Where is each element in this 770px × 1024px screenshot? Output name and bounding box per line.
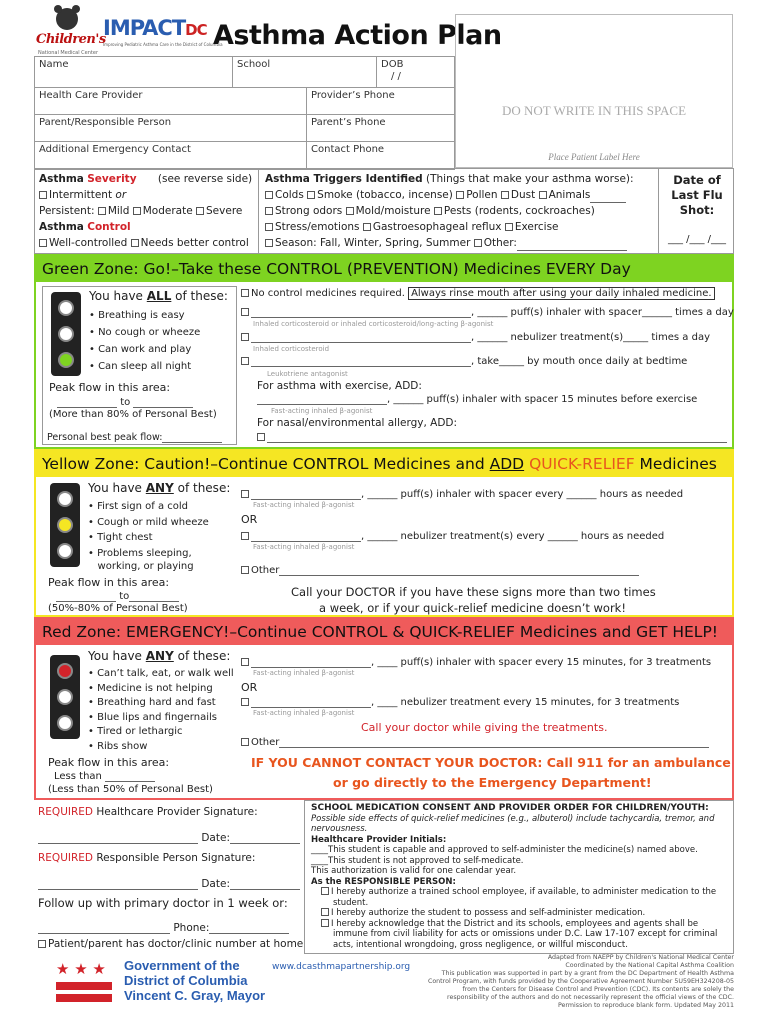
page-title: Asthma Action Plan [213,20,502,51]
dc-flag-icon: ★ ★ ★ [56,960,112,1002]
green-zone-title: Green Zone: Go!–Take these CONTROL (PREVENTION) Medicines EVERY Day [36,256,732,282]
traffic-light-icon [51,292,81,376]
flu-shot-block: Date of Last Flu Shot: ___ /___ /___ [661,169,733,253]
pollen-checkbox[interactable] [456,191,464,199]
school-field[interactable]: School [233,57,377,87]
clinic-number-checkbox[interactable] [38,940,46,948]
yellow-zone: Yellow Zone: Caution!–Continue CONTROL Medicines and ADD QUICK-RELIEF Medicines You have ANY of these: • First sign of a cold • Cough or mild wheeze • Tight chest • Problems sleeping, working, or playing Peak flow in this area: to (50%-80% of Personal Best) , ______ puff(s) inhaler with spacer every ______ hours as needed Fast-acting inhaled β-agonist OR , ______ nebulizer treatment(s) every ______ hours as needed Fast-acting inhaled β-agonist Other Call your DOCTOR if you have these signs more than two times a week, or if your quick-relief medicine doesn’t work! [34,449,734,617]
emergency-contact-field[interactable]: Additional Emergency Contact [35,142,307,169]
dob-field[interactable]: DOB / / [381,59,404,82]
season-checkbox[interactable] [265,239,273,247]
consent-box: SCHOOL MEDICATION CONSENT AND PROVIDER ORDER FOR CHILDREN/YOUTH: Possible side effects of quick-relief medicines (e.g., albuterol) include tachycardia, tremor, and nervousness. Healthcare Provider Initials: ____This student is capable and approved to self-administer the medicine(s) named above. ____This student is not approved to self-medicate. This authorization is valid for one calendar year. As the RESPONSIBLE PERSON: I hereby authorize a trained school employee, if available, to administer medication to the student. I hereby authorize the student to possess and self-administer medication. I hereby acknowledge that the District and its schools, employees and agents shall be immune from civil liability for acts or omissions under D.C. Law 17-107 except for criminal acts, intentional wrongdoing, gross negligence, or willful misconduct. [304,800,734,954]
needs-better-checkbox[interactable] [131,239,139,247]
dust-checkbox[interactable] [501,191,509,199]
well-controlled-checkbox[interactable] [39,239,47,247]
gov-name: Government of the District of Columbia Vincent C. Gray, Mayor [124,958,266,1003]
parent-field[interactable]: Parent/Responsible Person [35,115,307,141]
animals-checkbox[interactable] [539,191,547,199]
mold-checkbox[interactable] [346,207,354,215]
mild-checkbox[interactable] [98,207,106,215]
green-zone: Green Zone: Go!–Take these CONTROL (PREVENTION) Medicines EVERY Day You have ALL of these: • Breathing is easy • No cough or wheeze • Can work and play • Can sleep all night Peak flow in this area: to (More than 80% of Personal Best) Personal best peak flow: No control medicines required. Always rinse mouth after using your daily inhaled medicine. , ______ puff(s) inhaler with spacer______ times a day Inhaled corticosteroid or inhaled corticosteroid/long-acting β-agonist , ______ nebulizer treatment(s)_____ times a day Inhaled corticosteroid , take_____ by mouth once daily at bedtime Leukotriene antagonist For asthma with exercise, ADD: , ______ puff(s) inhaler with spacer 15 minutes before exercise Fast-acting inhaled β-agonist For nasal/environmental allergy, ADD: [34,254,734,449]
provider-field[interactable]: Health Care Provider [35,88,307,114]
severity-triggers-section [34,168,734,254]
no-control-checkbox[interactable] [241,289,249,297]
patient-label-area: DO NOT WRITE IN THIS SPACE Place Patient Label Here [455,14,733,168]
impact-subtitle: Improving Pediatric Asthma Care in the District of Columbia [103,42,223,47]
site-link[interactable]: www.dcasthmapartnership.org [272,962,411,972]
credit-text: Adapted from NAEPP by Children's National Medical Center Coordinated by the National Capital Asthma Coalition This publication was supported in part by a grant from the DC Department of Health Asthma Control Program, with funds provided by the Cooperative Agreement Number 5U59EH324208-05 from the Centers for Disease Control and Prevention (CDC). Its contents are solely the responsibility of the authors and do not necessarily represent the official views of the CDC. Permission to reproduce blank form. Updated May 2011 [427,954,734,1009]
parent-phone-field[interactable]: Parent’s Phone [311,117,386,128]
traffic-light-icon [50,483,80,567]
odors-checkbox[interactable] [265,207,273,215]
severe-checkbox[interactable] [196,207,204,215]
intermittent-checkbox[interactable] [39,191,47,199]
colds-checkbox[interactable] [265,191,273,199]
stress-checkbox[interactable] [265,223,273,231]
moderate-checkbox[interactable] [133,207,141,215]
red-symptoms: You have ANY of these: • Can’t talk, eat, or walk well • Medicine is not helping • Breathing hard and fast • Blue lips and fingernails • Tired or lethargic • Ribs show Peak flow in this area: Less than (Less than 50% of Personal Best) [48,649,234,795]
green-symptoms: You have ALL of these: • Breathing is easy • No cough or wheeze • Can work and play • Can sleep all night Peak flow in this area: to (More than 80% of Personal Best) Personal best peak flow: [42,286,237,445]
flu-date-field[interactable]: ___ /___ /___ [667,234,727,245]
other-trigger-checkbox[interactable] [474,239,482,247]
patient-info-table [34,56,455,170]
yellow-symptoms: You have ANY of these: • First sign of a cold • Cough or mild wheeze • Tight chest • Problems sleeping, working, or playing Peak flow in this area: to (50%-80% of Personal Best) [48,481,231,614]
pests-checkbox[interactable] [434,207,442,215]
reflux-checkbox[interactable] [363,223,371,231]
org-name: Children's [36,32,106,47]
red-zone: Red Zone: EMERGENCY!–Continue CONTROL & QUICK-RELIEF Medicines and GET HELP! You have ANY of these: • Can’t talk, eat, or walk well • Medicine is not helping • Breathing hard and fast • Blue lips and fingernails • Tired or lethargic • Ribs show Peak flow in this area: Less than (Less than 50% of Personal Best) , ____ puff(s) inhaler with spacer every 15 minutes, for 3 treatments Fast-acting inhaled β-agonist OR , ____ nebulizer treatment every 15 minutes, for 3 treatments Fast-acting inhaled β-agonist Call your doctor while giving the treatments. Other IF YOU CANNOT CONTACT YOUR DOCTOR: Call 911 for an ambulance or go directly to the Emergency Department! [34,617,734,800]
triggers-block: Asthma Triggers Identified (Things that make your asthma worse): Colds Smoke (tobacco, incense) Pollen Dust Animals Strong odors Mold/moisture Pests (rodents, cockroaches) Stress/emotions Gastroesophageal reflux Exercise Season: Fall, Winter, Spring, Summer Other: [261,169,659,253]
smoke-checkbox[interactable] [307,191,315,199]
yellow-zone-title: Yellow Zone: Caution!–Continue CONTROL Medicines and ADD QUICK-RELIEF Medicines [36,451,732,477]
impact-logo: IMPACTDC [103,16,207,40]
traffic-light-icon [50,655,80,739]
name-field[interactable]: Name [35,57,233,87]
red-zone-title: Red Zone: EMERGENCY!–Continue CONTROL & QUICK-RELIEF Medicines and GET HELP! [36,619,732,645]
severity-block: Asthma Severity (see reverse side) Intermittent or Persistent: Mild Moderate Severe Asthma Control Well-controlled Needs better control [35,169,259,253]
bear-icon [56,8,78,30]
signature-section: REQUIRED Healthcare Provider Signature: Date: REQUIRED Responsible Person Signature: Date: Follow up with primary doctor in 1 week or: Phone: Patient/parent has doctor/clinic number at home SCHOOL MEDICATION CONSENT AND PROVIDER ORDER FOR CHILDREN/YOUTH: Possible side effects of quick-relief medicines (e.g., albuterol) include tachycardia, tremor, and nervousness. Healthcare Provider Initials: ____This student is capable and approved to self-administer the medicine(s) named above. ____This student is not approved to self-medicate. This authorization is valid for one calendar year. As the RESPONSIBLE PERSON: I hereby authorize a trained school employee, if available, to administer medication to the student. I hereby authorize the student to possess and self-administer medication. I hereby acknowledge that the District and its schools, employees and agents shall be immune from civil liability for acts or omissions under D.C. Law 17-107 except for criminal acts, intentional wrongdoing, gross negligence, or willful misconduct. ★ ★ ★ Government of the District of Columbia Vincent C. Gray, Mayor www.dcasthmapartnership.org Adapted from NAEPP by Children's National Medical Center Coordinated by the National Capital Asthma Coalition This publication was supported in part by a grant from the DC Department of Health Asthma Control Program, with funds provided by the Cooperative Agreement Number 5U59EH324208-05 from the Centers for Disease Control and Prevention (CDC). Its contents are solely the responsibility of the authors and do not necessarily represent the official views of the CDC. Permission to reproduce blank form. Updated May 2011 [34,800,734,1018]
org-subtitle: National Medical Center [38,50,98,56]
exercise-checkbox[interactable] [505,223,513,231]
childrens-logo [34,8,106,60]
contact-phone-field[interactable]: Contact Phone [311,144,385,155]
provider-phone-field[interactable]: Provider’s Phone [311,90,395,101]
